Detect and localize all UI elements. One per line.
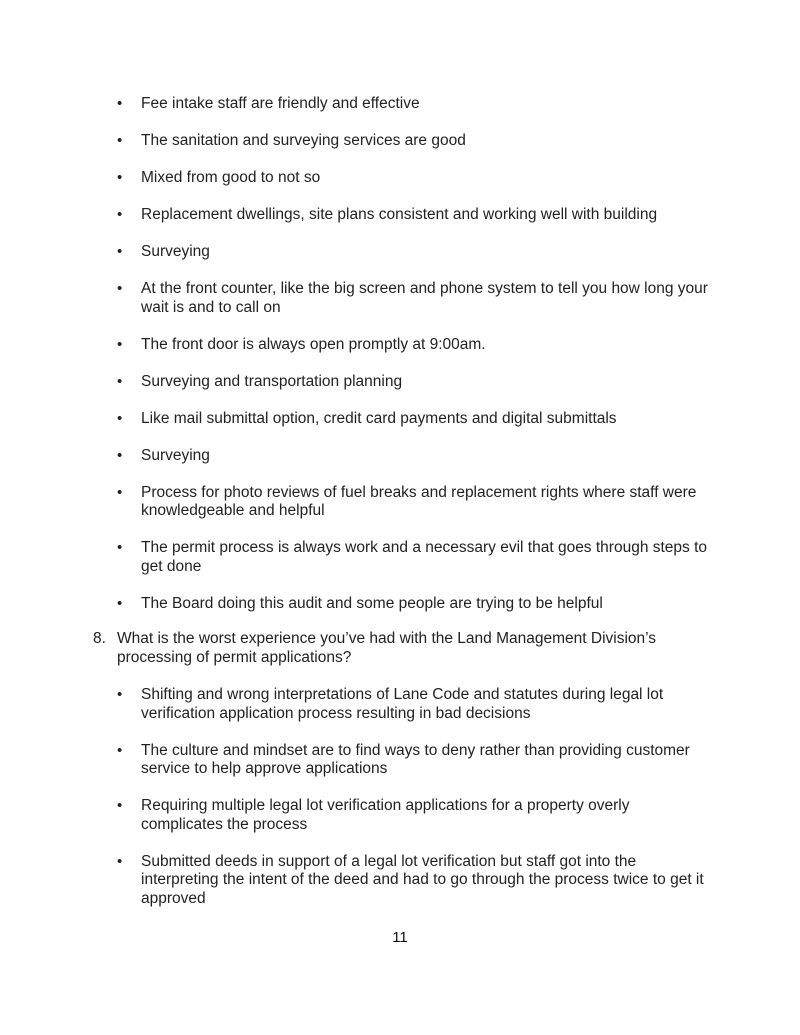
list-item: • Submitted deeds in support of a legal lot verification but staff got into the interpreting the intent of the deed and had to go through the process twice to get it approved (117, 852, 704, 907)
bullet-icon: • (117, 95, 123, 112)
list-item: • Mixed from good to not so (117, 169, 321, 186)
list-item: • Shifting and wrong interpretations of Lane Code and statutes during legal lot verification application process resulting in bad decisions (117, 686, 664, 722)
list-item: • The permit process is always work and a necessary evil that goes through steps to get done (117, 539, 708, 575)
bullet-icon: • (117, 409, 123, 427)
question-number: 8. (93, 630, 106, 647)
list-item: • Surveying and transportation planning (117, 372, 403, 390)
list-item: • Fee intake staff are friendly and effective (117, 95, 420, 112)
bullet-icon: • (117, 852, 123, 870)
list-item: • Surveying (117, 446, 210, 464)
bullet-icon: • (117, 280, 123, 297)
bullet-icon: • (117, 741, 123, 759)
list-item: • The front door is always open promptly at 9:00am. (117, 335, 486, 353)
list-item: • The culture and mindset are to find ways to deny rather than providing customer service to help approve applications (117, 741, 690, 777)
bullet-icon: • (117, 594, 123, 612)
worst-experiences-list (117, 686, 711, 927)
list-item: • The Board doing this audit and some people are trying to be helpful (117, 594, 603, 612)
question-8 (93, 630, 713, 667)
bullet-icon: • (117, 539, 123, 556)
bullet-icon: • (117, 483, 123, 501)
bullet-icon: • (117, 335, 123, 353)
bullet-icon: • (117, 797, 123, 814)
bullet-icon: • (117, 206, 123, 223)
bullet-icon: • (117, 372, 123, 390)
bullet-icon: • (117, 686, 123, 703)
page-number: 11 (392, 929, 408, 946)
bullet-icon: • (117, 243, 123, 260)
bullet-icon: • (117, 132, 123, 149)
list-item: • Replacement dwellings, site plans consistent and working well with building (117, 206, 658, 223)
list-item: • Process for photo reviews of fuel breaks and replacement rights where staff were knowledgeable and helpful (117, 483, 697, 519)
question-text: What is the worst experience you’ve had with the Land Management Division’s processing of permit applications? (117, 630, 657, 666)
good-experiences-list (117, 95, 711, 632)
list-item: • Requiring multiple legal lot verification applications for a property overly complicates the process (117, 797, 630, 833)
bullet-icon: • (117, 169, 123, 186)
list-item: • The sanitation and surveying services are good (117, 132, 466, 149)
list-item: • Like mail submittal option, credit card payments and digital submittals (117, 409, 617, 427)
list-item: • At the front counter, like the big screen and phone system to tell you how long your wait is and to call on (117, 280, 708, 316)
list-item: • Surveying (117, 243, 210, 260)
bullet-icon: • (117, 446, 123, 464)
